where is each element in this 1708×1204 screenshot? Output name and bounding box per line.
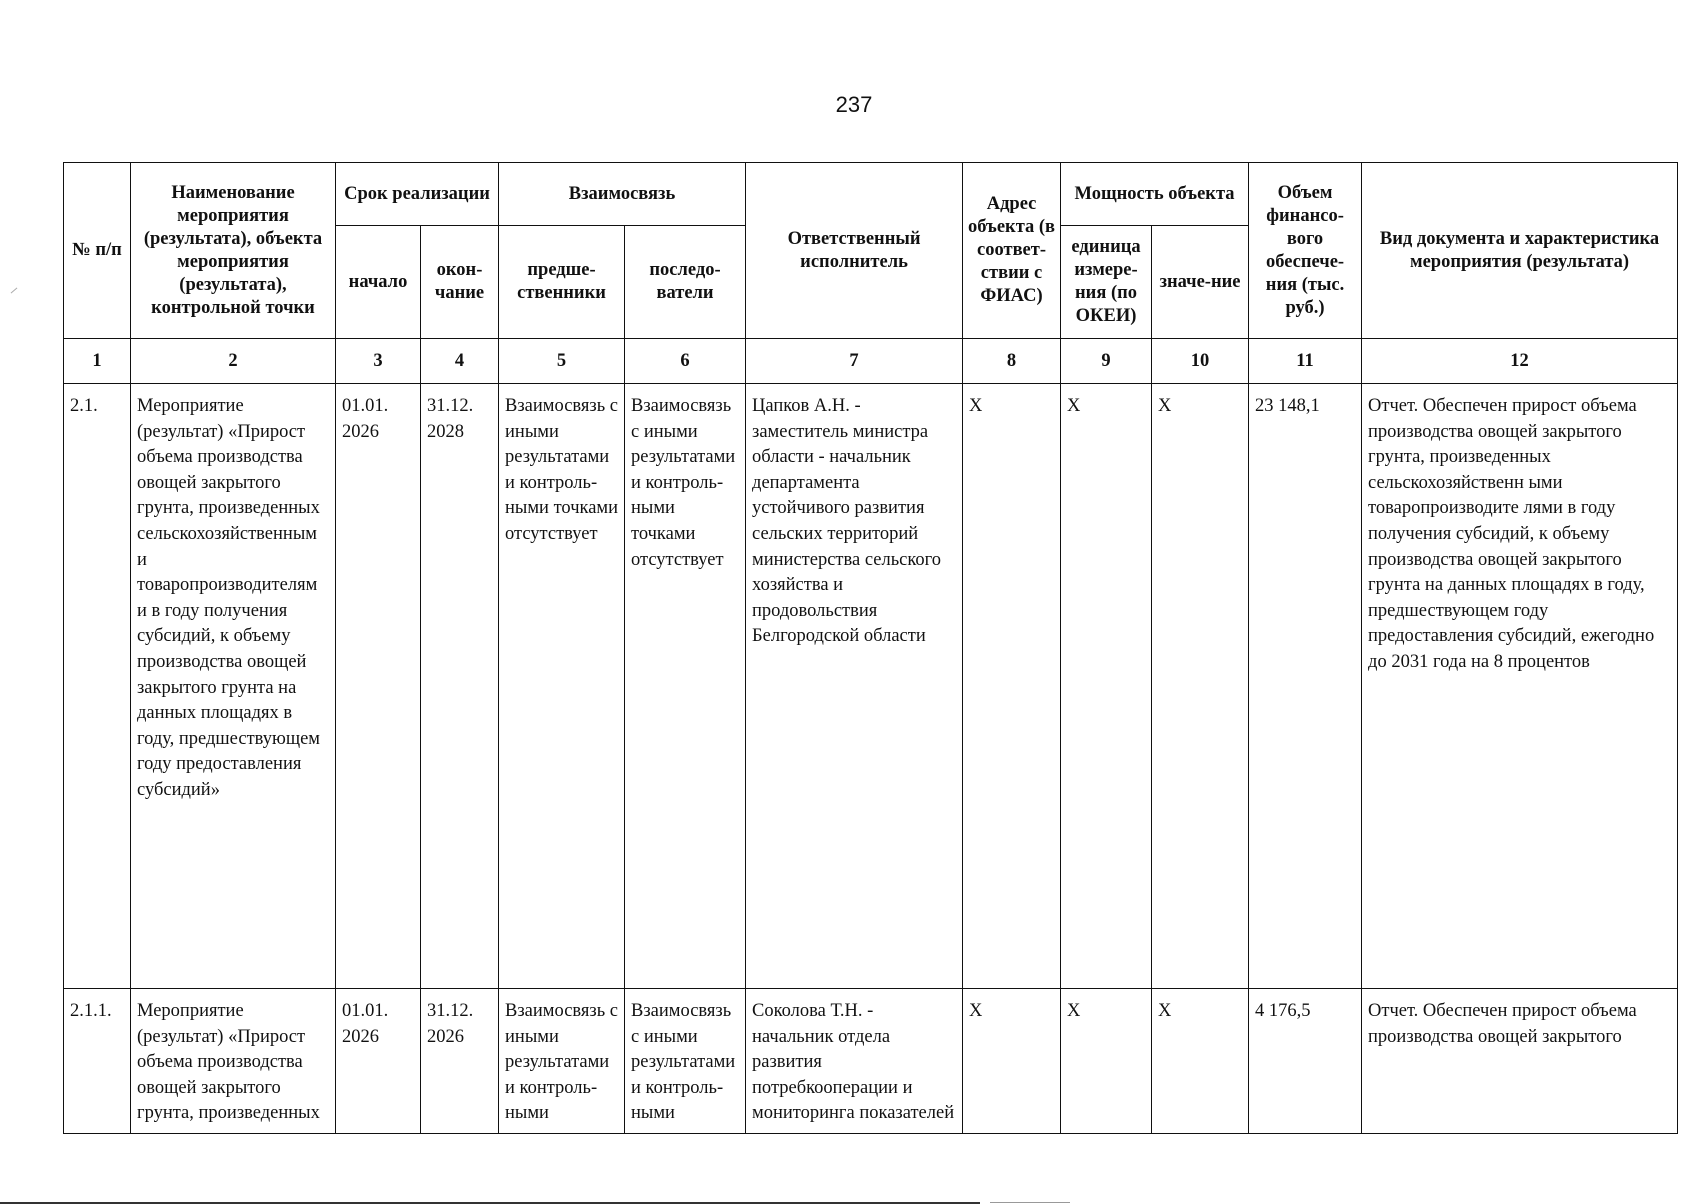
header-address: Адрес объекта (в соответ-ствии с ФИАС) <box>963 163 1061 339</box>
cell-end: 31.12. 2026 <box>421 989 499 1134</box>
column-number-row <box>64 339 1678 384</box>
column-number: 2 <box>131 339 336 384</box>
header-term: Срок реализации <box>336 163 499 226</box>
cell-value: X <box>1152 384 1249 989</box>
header-name: Наименование мероприятия (результата), объекта мероприятия (результата), контрольной точки <box>131 163 336 339</box>
table-row <box>64 384 1678 989</box>
cell-executor: Цапков А.Н. - заместитель министра области - начальник департамента устойчивого развития сельских территорий министерства сельского хозяйства и продовольствия Белгородской области <box>746 384 963 989</box>
scan-mark <box>11 288 18 294</box>
header-term-end: окон-чание <box>421 226 499 339</box>
cell-unit: X <box>1061 989 1152 1134</box>
cell-prev: Взаимосвязь с иными результатами и контроль-ными точками отсутствует <box>499 384 625 989</box>
cell-no: 2.1.1. <box>64 989 131 1134</box>
cell-end: 31.12. 2028 <box>421 384 499 989</box>
cell-next: Взаимосвязь с иными результатами и контроль-ными точками отсутствует <box>625 384 746 989</box>
page-number: 237 <box>835 92 873 117</box>
header-capacity-value: значе-ние <box>1152 226 1249 339</box>
cell-no: 2.1. <box>64 384 131 989</box>
cell-doc: Отчет. Обеспечен прирост объема производства овощей закрытого <box>1362 989 1678 1134</box>
header-link-prev: предше-ственники <box>499 226 625 339</box>
column-number: 11 <box>1249 339 1362 384</box>
column-number: 5 <box>499 339 625 384</box>
cell-unit: X <box>1061 384 1152 989</box>
cell-name: Мероприятие (результат) «Прирост объема производства овощей закрытого грунта, произведенных <box>131 989 336 1134</box>
header-funding: Объем финансо-вого обеспече-ния (тыс. руб.) <box>1249 163 1362 339</box>
column-number: 1 <box>64 339 131 384</box>
header-capacity: Мощность объекта <box>1061 163 1249 226</box>
header-term-start: начало <box>336 226 421 339</box>
cell-executor: Соколова Т.Н. - начальник отдела развития потребкооперации и мониторинга показателей <box>746 989 963 1134</box>
column-number: 10 <box>1152 339 1249 384</box>
column-number: 12 <box>1362 339 1678 384</box>
column-number: 8 <box>963 339 1061 384</box>
column-number: 3 <box>336 339 421 384</box>
table-row <box>64 989 1678 1134</box>
cell-funding: 4 176,5 <box>1249 989 1362 1134</box>
cell-start: 01.01. 2026 <box>336 384 421 989</box>
cell-address: X <box>963 384 1061 989</box>
header-executor: Ответственный исполнитель <box>746 163 963 339</box>
cell-prev: Взаимосвязь с иными результатами и контроль-ными <box>499 989 625 1134</box>
header-no: № п/п <box>64 163 131 339</box>
header-link: Взаимосвязь <box>499 163 746 226</box>
cell-start: 01.01. 2026 <box>336 989 421 1134</box>
column-number: 7 <box>746 339 963 384</box>
column-number: 6 <box>625 339 746 384</box>
header-doc: Вид документа и характеристика мероприятия (результата) <box>1362 163 1678 339</box>
cell-value: X <box>1152 989 1249 1134</box>
cell-doc: Отчет. Обеспечен прирост объема производства овощей закрытого грунта, произведенных сельскохозяйственн ыми товаропроизводите лями в году получения субсидий, к объему производства овощей закрытого грунта на данных площадях в году, предшествующем году предоставления субсидий, ежегодно до 2031 года на 8 процентов <box>1362 384 1678 989</box>
bottom-rule-fragment <box>990 1202 1070 1203</box>
cell-address: X <box>963 989 1061 1134</box>
header-capacity-unit: единица измере-ния (по ОКЕИ) <box>1061 226 1152 339</box>
cell-next: Взаимосвязь с иными результатами и контроль-ными <box>625 989 746 1134</box>
cell-name: Мероприятие (результат) «Прирост объема производства овощей закрытого грунта, произведенных сельскохозяйственным и товаропроизводителям и в году получения субсидий, к объему производства овощей закрытого грунта на данных площадях в году, предшествующем году предоставления субсидий» <box>131 384 336 989</box>
column-number: 9 <box>1061 339 1152 384</box>
cell-funding: 23 148,1 <box>1249 384 1362 989</box>
header-link-next: последо-ватели <box>625 226 746 339</box>
header-row-1 <box>64 163 1678 226</box>
plan-table <box>63 162 1678 1134</box>
column-number: 4 <box>421 339 499 384</box>
